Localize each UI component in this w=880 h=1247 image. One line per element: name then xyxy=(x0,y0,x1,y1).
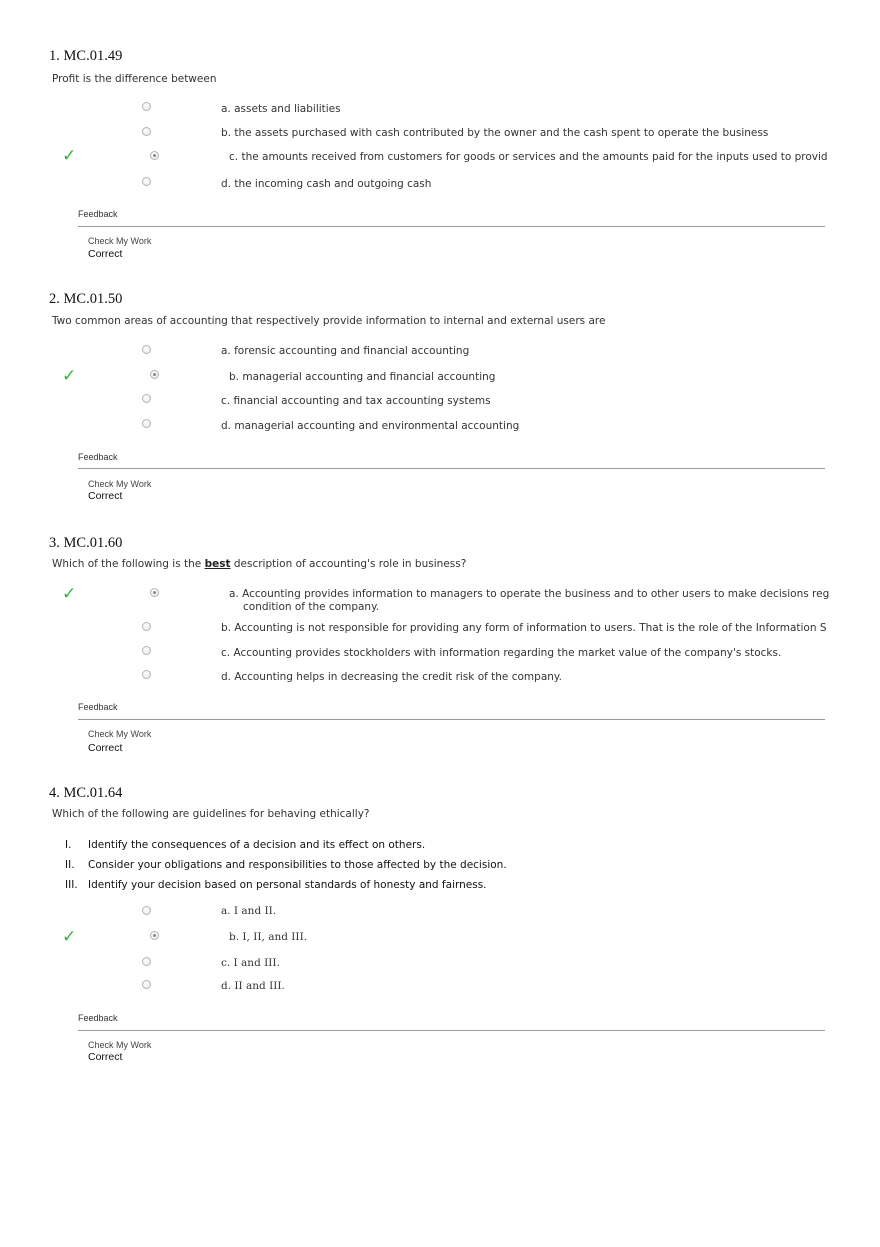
feedback-divider xyxy=(78,226,825,227)
option-d-label[interactable]: d. the incoming cash and outgoing cash xyxy=(221,178,432,190)
option-a-label[interactable]: a. forensic accounting and financial accounting xyxy=(221,345,470,357)
option-a-label[interactable]: a. assets and liabilities xyxy=(221,103,341,115)
option-c-radio[interactable] xyxy=(150,151,159,160)
question-title: 4. MC.01.64 xyxy=(49,785,123,801)
option-c-label[interactable]: c. financial accounting and tax accounting systems xyxy=(221,395,491,407)
question-prompt: Two common areas of accounting that respectively provide information to internal and external users are xyxy=(52,315,606,327)
option-a-radio[interactable] xyxy=(142,102,151,111)
checkmark-icon: ✓ xyxy=(62,146,77,166)
feedback-divider xyxy=(78,1030,825,1031)
option-c-label[interactable]: c. I and III. xyxy=(221,957,280,969)
option-d-label[interactable]: d. II and III. xyxy=(221,980,285,992)
question-title: 2. MC.01.50 xyxy=(49,291,123,307)
feedback-label: Feedback xyxy=(78,1013,118,1023)
option-a-radio[interactable] xyxy=(142,345,151,354)
emphasis-best: best xyxy=(204,558,231,570)
feedback-label: Feedback xyxy=(78,209,118,219)
checkmark-icon: ✓ xyxy=(62,927,77,947)
option-c-radio[interactable] xyxy=(142,394,151,403)
checkmark-icon: ✓ xyxy=(62,366,77,386)
option-c-label[interactable]: c. the amounts received from customers for goods or services and the amounts paid for the inputs used to provid xyxy=(229,151,828,163)
option-d-radio[interactable] xyxy=(142,670,151,679)
feedback-divider xyxy=(78,719,825,720)
option-a-label[interactable]: a. Accounting provides information to managers to operate the business and to other users to make decisions reg condition of the company. xyxy=(229,588,830,613)
feedback-label: Feedback xyxy=(78,702,118,712)
question-prompt: Which of the following are guidelines for behaving ethically? xyxy=(52,808,370,820)
result-text: Correct xyxy=(88,1051,123,1063)
option-a-radio[interactable] xyxy=(150,588,159,597)
check-my-work-label: Check My Work xyxy=(88,479,152,489)
question-title: 3. MC.01.60 xyxy=(49,535,123,551)
question-prompt: Which of the following is the best description of accounting's role in business? xyxy=(52,558,467,570)
option-d-label[interactable]: d. managerial accounting and environmental accounting xyxy=(221,420,520,432)
option-d-radio[interactable] xyxy=(142,419,151,428)
option-b-radio[interactable] xyxy=(150,931,159,940)
result-text: Correct xyxy=(88,248,123,260)
option-b-label[interactable]: b. Accounting is not responsible for providing any form of information to users. That is the role of the Information S xyxy=(221,622,827,634)
option-c-radio[interactable] xyxy=(142,957,151,966)
question-title: 1. MC.01.49 xyxy=(49,48,123,64)
option-b-radio[interactable] xyxy=(150,370,159,379)
feedback-divider xyxy=(78,468,825,469)
option-c-label[interactable]: c. Accounting provides stockholders with information regarding the market value of the company's stocks. xyxy=(221,647,782,659)
option-d-label[interactable]: d. Accounting helps in decreasing the credit risk of the company. xyxy=(221,671,562,683)
check-my-work-label: Check My Work xyxy=(88,236,152,246)
result-text: Correct xyxy=(88,490,123,502)
question-prompt: Profit is the difference between xyxy=(52,73,217,85)
option-b-label[interactable]: b. I, II, and III. xyxy=(229,931,308,943)
option-a-radio[interactable] xyxy=(142,906,151,915)
option-c-radio[interactable] xyxy=(142,646,151,655)
option-b-label[interactable]: b. managerial accounting and financial accounting xyxy=(229,371,496,383)
feedback-label: Feedback xyxy=(78,452,118,462)
option-b-label[interactable]: b. the assets purchased with cash contributed by the owner and the cash spent to operate the business xyxy=(221,127,769,139)
option-a-label[interactable]: a. I and II. xyxy=(221,905,277,917)
option-b-radio[interactable] xyxy=(142,622,151,631)
option-d-radio[interactable] xyxy=(142,177,151,186)
result-text: Correct xyxy=(88,742,123,754)
option-b-radio[interactable] xyxy=(142,127,151,136)
check-my-work-label: Check My Work xyxy=(88,1040,152,1050)
option-d-radio[interactable] xyxy=(142,980,151,989)
check-my-work-label: Check My Work xyxy=(88,729,152,739)
checkmark-icon: ✓ xyxy=(62,584,77,604)
